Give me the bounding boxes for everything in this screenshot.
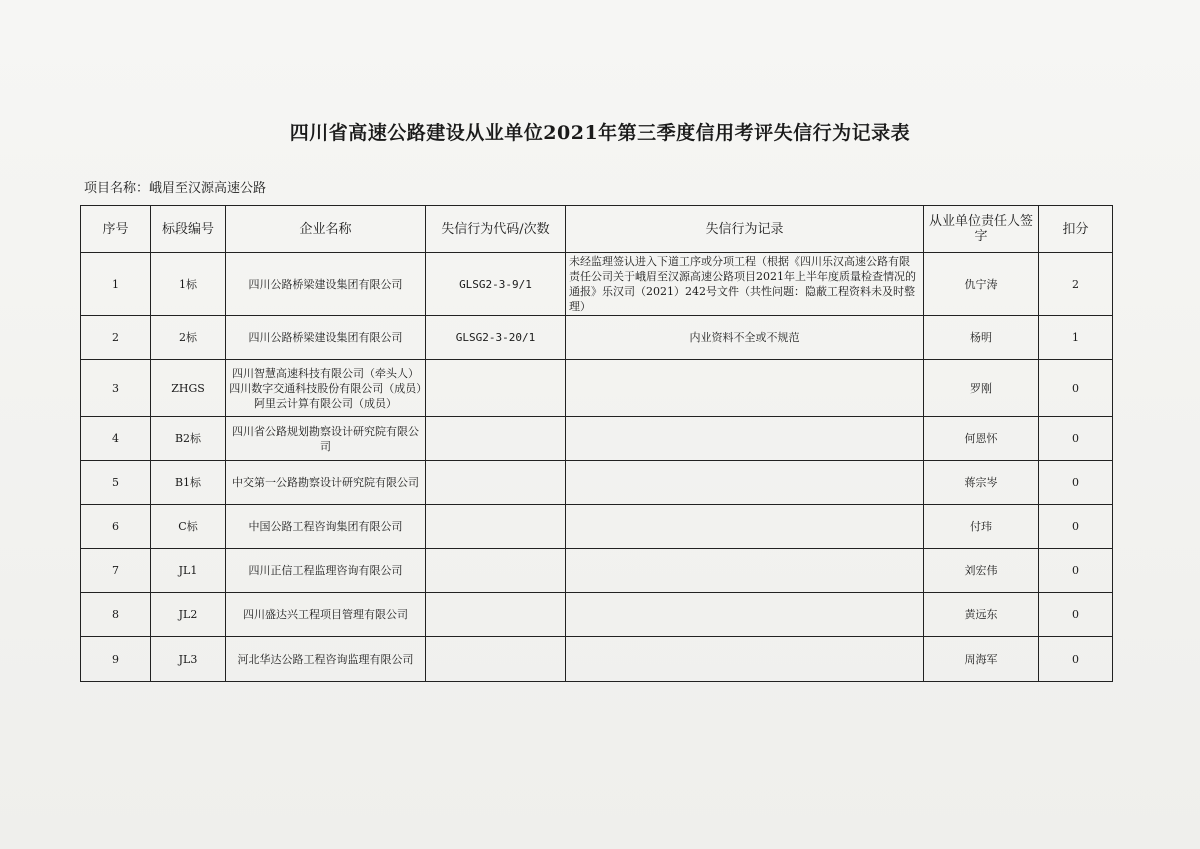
row-record (566, 461, 924, 505)
row-record (566, 549, 924, 593)
header-cell-code: 失信行为代码/次数 (426, 206, 566, 253)
project-name: 项目名称：峨眉至汉源高速公路 (84, 181, 267, 196)
header-cell-company: 企业名称 (226, 206, 426, 253)
row-no: 5 (81, 461, 151, 505)
row-no: 8 (81, 593, 151, 637)
row-code (426, 593, 566, 637)
row-company: 四川公路桥梁建设集团有限公司 (226, 253, 426, 316)
row-signer: 何恩怀 (924, 417, 1039, 461)
row-code: GLSG2-3-9/1 (426, 253, 566, 316)
row-company: 四川智慧高速科技有限公司（牵头人）四川数字交通科技股份有限公司（成员）阿里云计算有限公司（成员） (226, 360, 426, 417)
row-record (566, 505, 924, 549)
row-no: 2 (81, 316, 151, 360)
row-code (426, 360, 566, 417)
row-signer: 蒋宗岑 (924, 461, 1039, 505)
row-code (426, 505, 566, 549)
row-company: 河北华达公路工程咨询监理有限公司 (226, 637, 426, 682)
row-no: 1 (81, 253, 151, 316)
row-record: 内业资料不全或不规范 (566, 316, 924, 360)
row-record (566, 637, 924, 682)
row-code (426, 549, 566, 593)
table-row (81, 461, 1113, 505)
row-signer: 刘宏伟 (924, 549, 1039, 593)
row-deduction: 0 (1039, 417, 1113, 461)
row-company: 四川公路桥梁建设集团有限公司 (226, 316, 426, 360)
row-company: 四川盛达兴工程项目管理有限公司 (226, 593, 426, 637)
row-deduction: 2 (1039, 253, 1113, 316)
credit-record-table (80, 205, 1113, 682)
row-section: B1标 (151, 461, 226, 505)
row-record (566, 417, 924, 461)
row-no: 9 (81, 637, 151, 682)
row-deduction: 0 (1039, 549, 1113, 593)
row-section: JL2 (151, 593, 226, 637)
row-section: ZHGS (151, 360, 226, 417)
row-deduction: 1 (1039, 316, 1113, 360)
row-record: 未经监理签认进入下道工序或分项工程（根据《四川乐汉高速公路有限责任公司关于峨眉至汉源高速公路项目2021年上半年度质量检查情况的通报》乐汉司（2021）242号文件（共性问题：隐蔽工程资料未及时整理） (566, 253, 924, 316)
row-code (426, 417, 566, 461)
row-signer: 黄远东 (924, 593, 1039, 637)
row-section: B2标 (151, 417, 226, 461)
row-company: 四川省公路规划勘察设计研究院有限公司 (226, 417, 426, 461)
header-cell-section: 标段编号 (151, 206, 226, 253)
header-cell-deduction: 扣分 (1039, 206, 1113, 253)
row-no: 7 (81, 549, 151, 593)
header-cell-record: 失信行为记录 (566, 206, 924, 253)
table-row (81, 637, 1113, 682)
row-no: 4 (81, 417, 151, 461)
row-signer: 罗刚 (924, 360, 1039, 417)
row-company: 四川正信工程监理咨询有限公司 (226, 549, 426, 593)
row-signer: 周海军 (924, 637, 1039, 682)
row-signer: 仇宁涛 (924, 253, 1039, 316)
row-deduction: 0 (1039, 360, 1113, 417)
table-row (81, 593, 1113, 637)
row-code: GLSG2-3-20/1 (426, 316, 566, 360)
row-section: 1标 (151, 253, 226, 316)
row-company: 中国公路工程咨询集团有限公司 (226, 505, 426, 549)
table-row (81, 505, 1113, 549)
row-section: JL3 (151, 637, 226, 682)
row-signer: 杨明 (924, 316, 1039, 360)
row-no: 6 (81, 505, 151, 549)
row-deduction: 0 (1039, 637, 1113, 682)
row-record (566, 360, 924, 417)
table-row (81, 549, 1113, 593)
row-code (426, 637, 566, 682)
row-code (426, 461, 566, 505)
row-section: C标 (151, 505, 226, 549)
row-section: 2标 (151, 316, 226, 360)
row-deduction: 0 (1039, 593, 1113, 637)
table-row (81, 253, 1113, 316)
row-signer: 付玮 (924, 505, 1039, 549)
table-header-row (81, 206, 1113, 253)
header-cell-signer: 从业单位责任人签字 (924, 206, 1039, 253)
row-deduction: 0 (1039, 461, 1113, 505)
row-deduction: 0 (1039, 505, 1113, 549)
table-row (81, 360, 1113, 417)
row-no: 3 (81, 360, 151, 417)
row-company: 中交第一公路勘察设计研究院有限公司 (226, 461, 426, 505)
table-row (81, 417, 1113, 461)
row-record (566, 593, 924, 637)
row-section: JL1 (151, 549, 226, 593)
document-title: 四川省高速公路建设从业单位2021年第三季度信用考评失信行为记录表 (289, 122, 911, 144)
table-row (81, 316, 1113, 360)
header-cell-no: 序号 (81, 206, 151, 253)
